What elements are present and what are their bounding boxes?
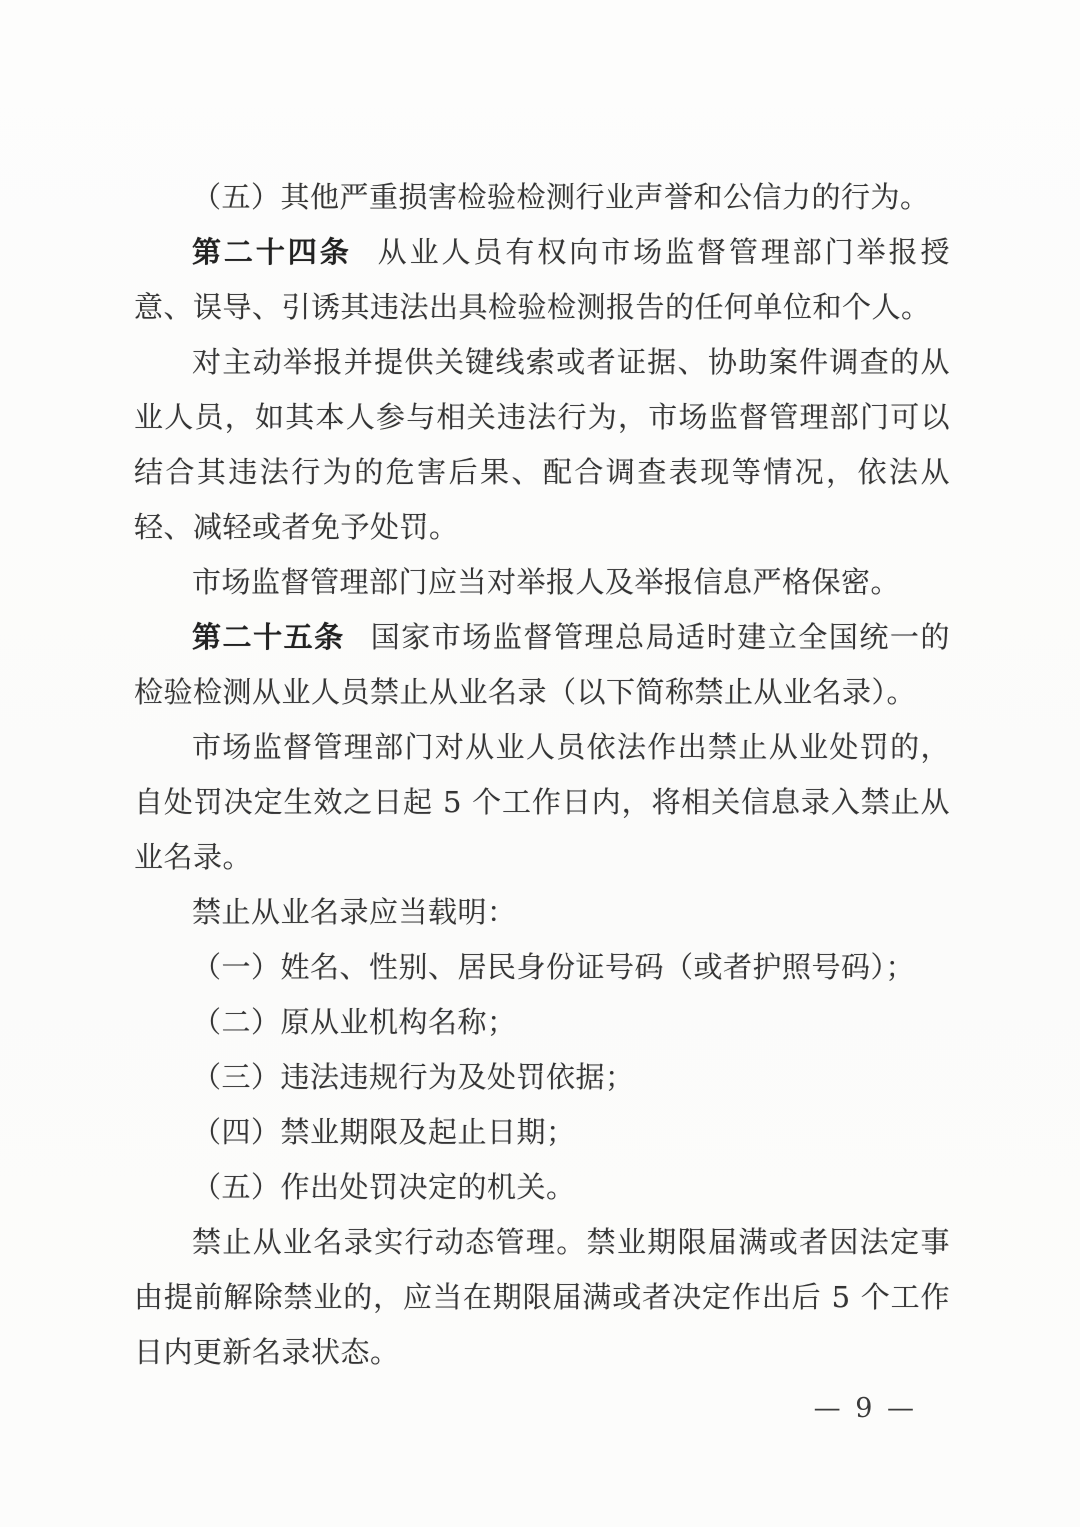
page-number: — 9 — [813,1393,917,1424]
paragraph-text: 国家市场监督管理总局适时建立全国统一的检验检测从业人员禁止从业名录（以下简称禁止从业名录）。 [134,620,950,709]
paragraph [134,995,950,1050]
paragraph-text: 禁止从业名录应当载明： [192,895,517,929]
article-number: 第二十四条 [192,235,352,269]
paragraph-text: （一）姓名、性别、居民身份证号码（或者护照号码）； [192,950,916,984]
paragraph-text: 从业人员有权向市场监督管理部门举报授意、误导、引诱其违法出具检验检测报告的任何单位和个人。 [134,235,950,324]
paragraph-text: （五）作出处罚决定的机关。 [192,1170,576,1204]
paragraph-text: （三）违法违规行为及处罚依据； [192,1060,635,1094]
paragraph [134,335,950,555]
paragraph [134,1105,950,1160]
document-body [134,170,950,1380]
paragraph-text: 对主动举报并提供关键线索或者证据、协助案件调查的从业人员，如其本人参与相关违法行为，市场监督管理部门可以结合其违法行为的危害后果、配合调查表现等情况，依法从轻、减轻或者免予处罚。 [134,345,950,544]
paragraph-text: 市场监督管理部门对从业人员依法作出禁止从业处罚的，自处罚决定生效之日起 5 个工作日内，将相关信息录入禁止从业名录。 [134,730,950,874]
paragraph [134,885,950,940]
paragraph-text: 市场监督管理部门应当对举报人及举报信息严格保密。 [192,565,901,599]
article-number: 第二十五条 [192,620,345,654]
paragraph [134,940,950,995]
paragraph [134,1050,950,1105]
paragraph-text: 禁止从业名录实行动态管理。禁业期限届满或者因法定事由提前解除禁业的，应当在期限届满或者决定作出后 5 个工作日内更新名录状态。 [134,1225,950,1369]
paragraph [134,1215,950,1380]
paragraph [134,720,950,885]
article-paragraph [134,225,950,335]
paragraph [134,170,950,225]
paragraph-text: （二）原从业机构名称； [192,1005,517,1039]
article-paragraph [134,610,950,720]
paragraph-text: （四）禁业期限及起止日期； [192,1115,576,1149]
paragraph [134,555,950,610]
paragraph-text: （五）其他严重损害检验检测行业声誉和公信力的行为。 [192,180,930,214]
paragraph [134,1160,950,1215]
